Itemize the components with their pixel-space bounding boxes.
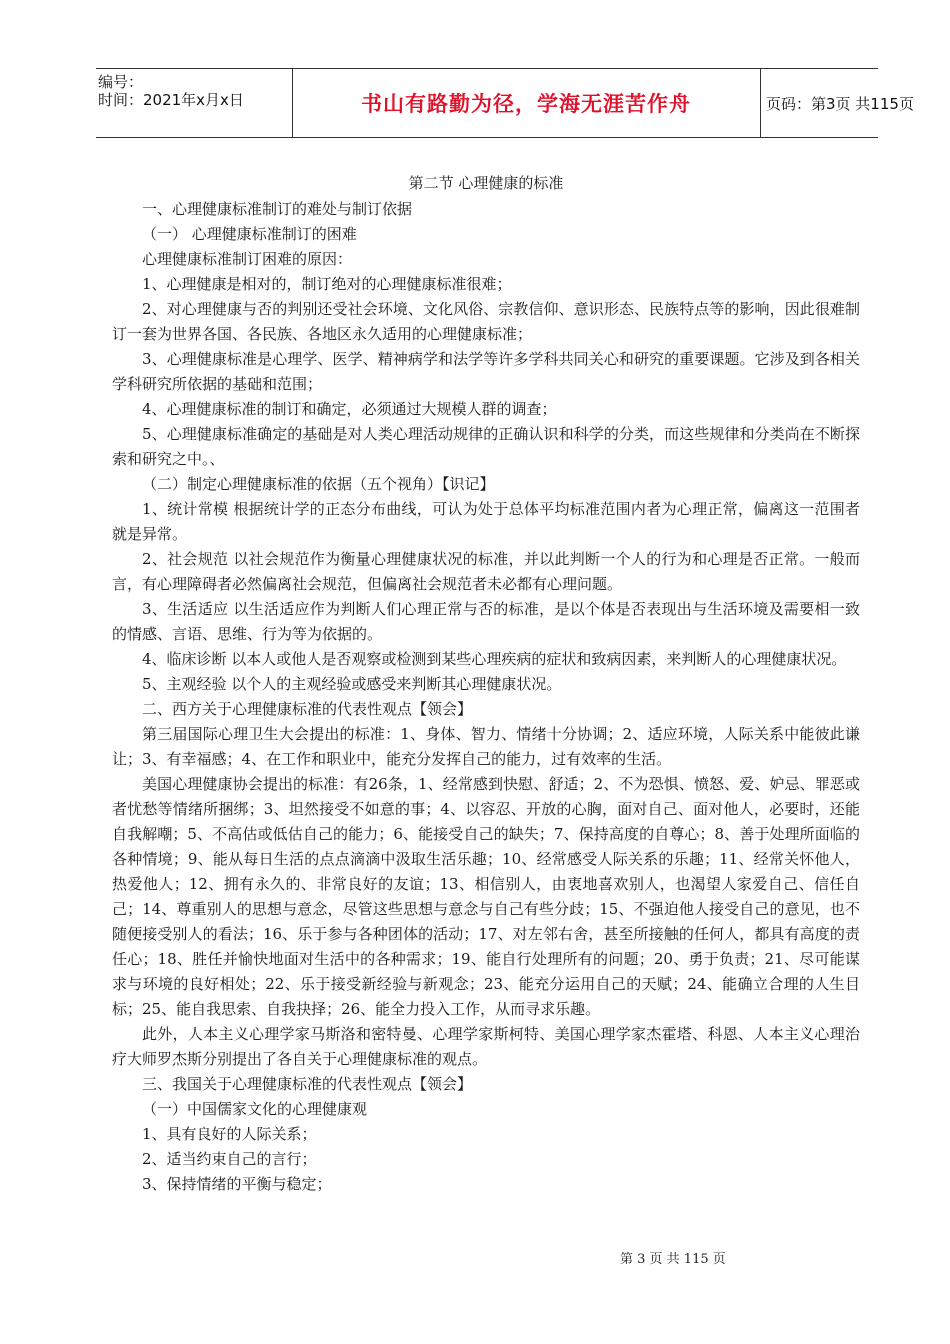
paragraph: 三、我国关于心理健康标准的代表性观点【领会】 bbox=[142, 1075, 473, 1093]
paragraph: 3、生活适应 以生活适应作为判断人们心理正常与否的标准，是以个体是否表现出与生活环境及需要相一致的情感、言语、思维、行为等为依据的。 bbox=[112, 600, 860, 643]
header-meta bbox=[96, 69, 293, 137]
document-number-label: 编号： bbox=[98, 73, 144, 91]
paragraph: （一）中国儒家文化的心理健康观 bbox=[142, 1100, 368, 1118]
header-page-cell bbox=[760, 69, 914, 137]
paragraph: 心理健康标准制订困难的原因： bbox=[142, 250, 353, 268]
paragraph: （一） 心理健康标准制订的困难 bbox=[142, 225, 357, 243]
paragraph: 此外，人本主义心理学家马斯洛和密特曼、心理学家斯柯特、美国心理学家杰霍塔、科恩、人本主义心理治疗大师罗杰斯分别提出了各自关于心理健康标准的观点。 bbox=[112, 1025, 860, 1068]
paragraph: 3、心理健康标准是心理学、医学、精神病学和法学等许多学科共同关心和研究的重要课题。它涉及到各相关学科研究所依据的基础和范围； bbox=[112, 350, 860, 393]
paragraph: 2、社会规范 以社会规范作为衡量心理健康状况的标准，并以此判断一个人的行为和心理是否正常。一般而言，有心理障碍者必然偏离社会规范，但偏离社会规范者未必都有心理问题。 bbox=[112, 550, 860, 593]
header-motto-cell bbox=[292, 69, 761, 137]
section-title: 第二节 心理健康的标准 bbox=[408, 174, 564, 192]
document-date: 时间：2021年x月x日 bbox=[98, 91, 244, 109]
paragraph: 2、适当约束自己的言行； bbox=[142, 1150, 317, 1168]
paragraph: 2、对心理健康与否的判别还受社会环境、文化风俗、宗教信仰、意识形态、民族特点等的影响，因此很难制订一套为世界各国、各民族、各地区永久适用的心理健康标准； bbox=[112, 300, 860, 343]
header-page-number: 页码：第3页 共115页 bbox=[766, 94, 914, 113]
paragraph: 1、具有良好的人际关系； bbox=[142, 1125, 317, 1143]
paragraph: 美国心理健康协会提出的标准：有26条，1、经常感到快慰、舒适；2、不为恐惧、愤怒、爱、妒忌、罪恶或者忧愁等情绪所捆绑；3、坦然接受不如意的事；4、以容忍、开放的心胸，面对自己、面对他人，必要时，还能自我解嘲；5、不高估或低估自己的能力；6、能接受自己的缺失；7、保持高度的自尊心；8、善于处理所面临的各种情境；9、能从每日生活的点点滴滴中汲取生活乐趣；10、经常感受人际关系的乐趣；11、经常关怀他人，热爱他人；12、拥有永久的、非常良好的友谊；13、相信别人，由衷地喜欢别人，也渴望人家爱自己、信任自己；14、尊重别人的思想与意念，尽管这些思想与意念与自己有些分歧；15、不强迫他人接受自己的意见，也不随便接受别人的看法；16、乐于参与各种团体的活动；17、对左邻右舍，甚至所接触的任何人，都具有高度的责任心；18、胜任并愉快地面对生活中的各种需求；19、能自行处理所有的问题；20、勇于负责；21、尽可能谋求与环境的良好相处；22、乐于接受新经验与新观念；23、能充分运用自己的天赋；24、能确立合理的人生目标；25、能自我思索、自我抉择；26、能全力投入工作，从而寻求乐趣。 bbox=[112, 775, 860, 1018]
paragraph: 一、心理健康标准制订的难处与制订依据 bbox=[142, 200, 413, 218]
paragraph: 3、保持情绪的平衡与稳定； bbox=[142, 1175, 332, 1193]
paragraph: 1、心理健康是相对的，制订绝对的心理健康标准很难； bbox=[142, 275, 512, 293]
paragraph: 第三届国际心理卫生大会提出的标准：1、身体、智力、情绪十分协调；2、适应环境，人际关系中能彼此谦让；3、有幸福感；4、在工作和职业中，能充分发挥自己的能力，过有效率的生活。 bbox=[112, 725, 860, 768]
paragraph: 4、临床诊断 以本人或他人是否观察或检测到某些心理疾病的症状和致病因素，来判断人的心理健康状况。 bbox=[142, 650, 847, 668]
document-body bbox=[112, 172, 860, 1197]
paragraph: 4、心理健康标准的制订和确定，必须通过大规模人群的调查； bbox=[142, 400, 557, 418]
paragraph: 5、主观经验 以个人的主观经验或感受来判断其心理健康状况。 bbox=[142, 675, 562, 693]
paragraph: 1、统计常模 根据统计学的正态分布曲线，可认为处于总体平均标准范围内者为心理正常，偏离这一范围者就是异常。 bbox=[112, 500, 860, 543]
header-motto: 书山有路勤为径，学海无涯苦作舟 bbox=[361, 92, 691, 116]
paragraph: 5、心理健康标准确定的基础是对人类心理活动规律的正确认识和科学的分类，而这些规律和分类尚在不断探索和研究之中。、 bbox=[112, 425, 860, 468]
page-footer: 第 3 页 共 115 页 bbox=[620, 1252, 726, 1267]
paragraph: 二、西方关于心理健康标准的代表性观点【领会】 bbox=[142, 700, 473, 718]
page-header bbox=[96, 68, 914, 138]
paragraph: （二）制定心理健康标准的依据（五个视角）【识记】 bbox=[142, 475, 495, 493]
